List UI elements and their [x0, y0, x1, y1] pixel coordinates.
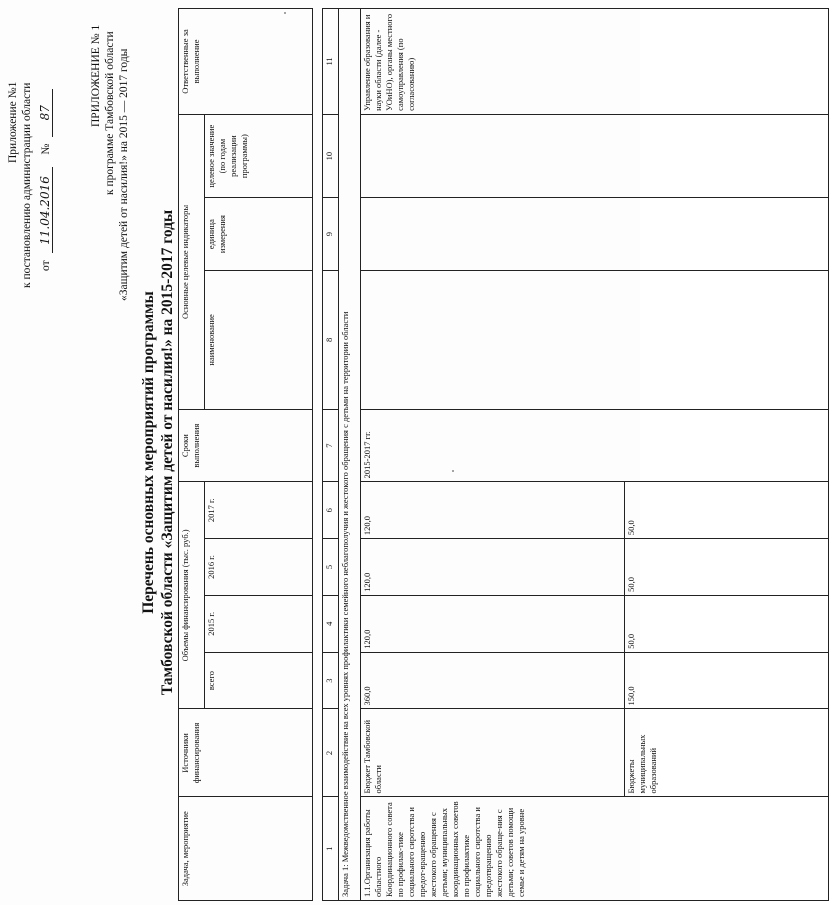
data-table [322, 8, 829, 901]
date-label: от [40, 260, 52, 271]
program-appendix-line3: «Защитим детей от насилия!» на 2015 — 2017 годы [118, 48, 130, 301]
col-2016-header: 2016 г. [205, 539, 313, 596]
appendix-line1: Приложение №1 [7, 81, 19, 163]
decree-date-row [38, 89, 53, 271]
row1-responsible: Управление образования и науки области (далее - УОиНО), органы местного самоуправления (по согласованию) [361, 9, 829, 115]
row1-source1: Бюджет Тамбовской области [361, 709, 625, 797]
col-volume-header: Объемы финансирования (тыс. руб.) [179, 482, 205, 709]
col-source-header: Источники финансирования [179, 709, 313, 797]
col-number: 10 [323, 114, 339, 198]
row1-terms: 2015-2017 гг. [361, 409, 829, 481]
col-2015-header: 2015 г. [205, 595, 313, 652]
document-title-line1: Перечень основных мероприятий программы [140, 291, 157, 614]
col-number: 1 [323, 797, 339, 901]
decree-date: 11.04.2016 [38, 168, 53, 254]
row1-source2: Бюджеты муниципальных образований [625, 709, 829, 797]
row1-task: 1.1.Организация работы областного Координационного совета по профилак-тике социального сиротства и предот-вращению жестокого обращения с детьми; муниципальных координационных советов по профилактике социального сиротства и предотвращению жестокого обраще-ния с детьми; советов помощи семье и детям на уровне [361, 797, 829, 901]
row1-2015-1: 120,0 [361, 595, 625, 652]
row1-total2: 150,0 [625, 652, 829, 709]
col-responsible-header: Ответственные за выполнение [179, 9, 313, 115]
row1-indicator-name [361, 270, 829, 409]
row1-2016-1: 120,0 [361, 539, 625, 596]
row1-2017-1: 120,0 [361, 482, 625, 539]
col-number: 7 [323, 409, 339, 481]
col-task-header: Задача, мероприятие [179, 797, 313, 901]
number-label: № [40, 143, 52, 155]
row1-2015-2: 50,0 [625, 595, 829, 652]
col-2017-header: 2017 г. [205, 482, 313, 539]
program-appendix-line1: ПРИЛОЖЕНИЕ № 1 [90, 24, 102, 127]
col-name-header: наименование [205, 270, 313, 409]
row1-2017-2: 50,0 [625, 482, 829, 539]
header-table [178, 8, 313, 901]
task1-row: Задача 1: Межведомственное взаимодействие на всех уровнях профилактики семейного неблагополучия и жестокого обращения с детьми на территории области [339, 9, 361, 901]
col-number: 9 [323, 198, 339, 270]
col-total-header: всего [205, 652, 313, 709]
col-number: 8 [323, 270, 339, 409]
col-terms-header: Сроки выполнения [179, 409, 313, 481]
appendix-line2: к постановлению администрации области [21, 82, 33, 288]
col-unit-header: единица измерения [205, 198, 313, 270]
row1-indicator-unit [361, 198, 829, 270]
col-number: 11 [323, 9, 339, 115]
row1-2016-2: 50,0 [625, 539, 829, 596]
col-number: 3 [323, 652, 339, 709]
document-title-line2: Тамбовской области «Защитим детей от насилия!» на 2015-2017 годы [159, 209, 176, 696]
row1-indicator-target [361, 114, 829, 198]
col-indicators-header: Основные целевые индикаторы [179, 114, 205, 409]
col-number: 6 [323, 482, 339, 539]
col-number: 5 [323, 539, 339, 596]
row1-total1: 360,0 [361, 652, 625, 709]
decree-number: 87 [38, 89, 53, 137]
col-number: 2 [323, 709, 339, 797]
program-appendix-line2: к программе Тамбовской области [104, 31, 116, 195]
col-number: 4 [323, 595, 339, 652]
col-target-header: целевое значение (по годам реализации программы) [205, 114, 313, 198]
